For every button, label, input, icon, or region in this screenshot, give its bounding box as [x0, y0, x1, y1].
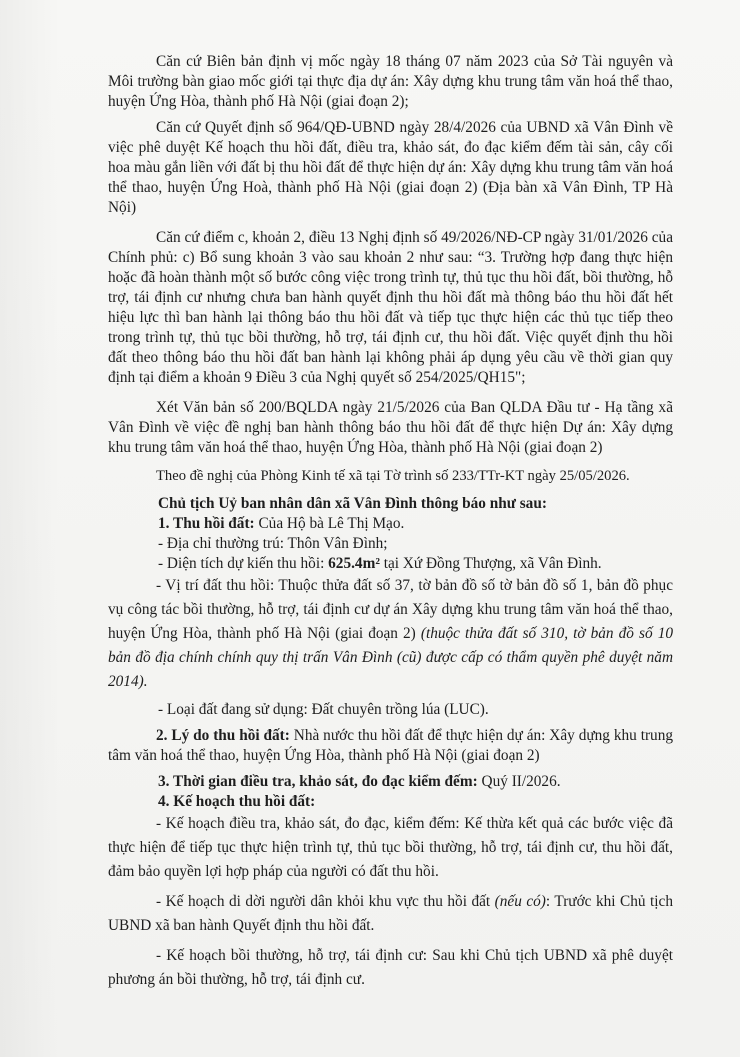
basis-paragraph-3: Căn cứ điểm c, khoản 2, điều 13 Nghị định số 49/2026/NĐ-CP ngày 31/01/2026 của Chính phủ: c) Bổ sung khoản 3 vào sau khoản 2 như sau: “3. Trường hợp đang thực hiện hoặc đã hoàn thành một số bước công việc trong trình tự, thủ tục thu hồi đất, bồi thường, hỗ trợ, tái định cư nhưng chưa ban hành quyết định thu hồi đất mà thông báo thu hồi đất hết hiệu lực thì ban hành lại thông báo thu hồi đất và tiếp tục thực hiện các thủ tục tiếp theo trong trình tự, thủ tục bồi thường, hỗ trợ, tái định cư, thu hồi đất. Việc quyết định thu hồi đất theo thông báo thu hồi đất ban hành lại không phải áp dụng yêu cầu về thời gian quy định tại điểm a khoản 9 Điều 3 của Nghị quyết số 254/2025/QH15"; [108, 229, 673, 386]
announcement-heading: Chủ tịch Uỷ ban nhân dân xã Vân Đình thông báo như sau: [158, 495, 547, 512]
basis-paragraph-1: Căn cứ Biên bản định vị mốc ngày 18 tháng 07 năm 2023 của Sở Tài nguyên và Môi trường bàn giao mốc giới tại thực địa dự án: Xây dựng khu trung tâm văn hoá thể thao, huyện Ứng Hòa, thành phố Hà Nội (giai đoạn 2); [108, 53, 673, 110]
section-2-paragraph [108, 726, 673, 766]
section-2-text: Nhà nước thu hồi đất để thực hiện dự án: Xây dựng khu trung tâm văn hoá thể thao, huyện Ứng Hòa, thành phố Hà Nội (giai đoạn 2) [108, 727, 673, 764]
area-prefix: - Diện tích dự kiến thu hồi: [158, 555, 329, 572]
land-type-line: - Loại đất đang sử dụng: Đất chuyên trồng lúa (LUC). [158, 701, 489, 718]
basis-paragraph-2: Căn cứ Quyết định số 964/QĐ-UBND ngày 28/4/2026 của UBND xã Vân Đình về việc phê duyệt Kế hoạch thu hồi đất, điều tra, khảo sát, đo đạc kiểm đếm tài sản, cây cối hoa màu gắn liền với đất bị thu hồi đất để thực hiện dự án: Xây dựng khu trung tâm văn hoá thể thao, huyện Ứng Hoà, thành phố Hà Nội (giai đoạn 2) (Địa bàn xã Vân Đình, TP Hà Nội) [108, 119, 673, 216]
relocation-if-any: (nếu có) [494, 893, 546, 910]
location-paragraph [108, 574, 673, 694]
address-text: - Địa chỉ thường trú: Thôn Vân Đình; [158, 535, 388, 552]
plan-item-survey: - Kế hoạch điều tra, khảo sát, đo đạc, kiểm đếm: Kế thừa kết quả các bước việc đã thực hiện để tiếp tục thực hiện trình tự, thủ tục bồi thường, hỗ trợ, tái định cư, thu hồi đất, đảm bảo quyền lợi hợp pháp của người có đất thu hồi. [108, 815, 673, 880]
area-suffix: tại Xứ Đồng Thượng, xã Vân Đình. [379, 555, 602, 572]
location-italic-note: (thuộc thửa đất số 310, tờ bản đồ số 10 bản đồ địa chính chính quy thị trấn Vân Đình (cũ) được cấp có thẩm quyền phê duyệt năm 2014). [108, 625, 673, 690]
plan-item-relocation [108, 890, 673, 938]
section-1-text: Của Hộ bà Lê Thị Mạo. [254, 515, 405, 532]
relocation-text-a: - Kế hoạch di dời người dân khỏi khu vực thu hồi đất [156, 893, 495, 910]
area-value: 625.4m² [328, 555, 380, 572]
plan-item-compensation: - Kế hoạch bồi thường, hỗ trợ, tái định cư: Sau khi Chủ tịch UBND xã phê duyệt phương án bồi thường, hỗ trợ, tái định cư. [108, 947, 673, 988]
section-3-heading: 3. Thời gian điều tra, khảo sát, đo đạc kiểm đếm: [158, 773, 478, 790]
proposal-paragraph: Theo đề nghị của Phòng Kinh tế xã tại Tờ trình số 233/TTr-KT ngày 25/05/2026. [156, 468, 630, 484]
section-3-text: Quý II/2026. [477, 773, 561, 790]
section-4-heading: 4. Kế hoạch thu hồi đất: [158, 793, 316, 810]
address-line [108, 534, 673, 554]
document-body [108, 52, 673, 992]
section-3-line [108, 772, 673, 792]
page-shadow [0, 0, 60, 1057]
section-2-heading: 2. Lý do thu hồi đất: [156, 727, 290, 744]
location-text: - Vị trí đất thu hồi: Thuộc thửa đất số 37, tờ bản đồ số tờ bản đồ số 1, bản đồ phục vụ công tác bồi thường, hỗ trợ, tái định cư dự án Xây dựng khu trung tâm văn hoá thể thao, huyện Ứng Hòa, thành phố Hà Nội (giai đoạn 2) [108, 577, 673, 642]
section-1-line [108, 514, 673, 534]
relocation-text-b: : Trước khi Chủ tịch UBND xã ban hành Quyết định thu hồi đất. [108, 893, 673, 934]
section-1-heading: 1. Thu hồi đất: [158, 515, 255, 532]
area-line [108, 554, 673, 574]
consideration-paragraph: Xét Văn bản số 200/BQLDA ngày 21/5/2026 của Ban QLDA Đầu tư - Hạ tầng xã Vân Đình về việc đề nghị ban hành thông báo thu hồi đất để thực hiện Dự án: Xây dựng khu trung tâm văn hoá thể thao, huyện Ứng Hòa, thành phố Hà Nội (giai đoạn 2) [108, 399, 673, 456]
